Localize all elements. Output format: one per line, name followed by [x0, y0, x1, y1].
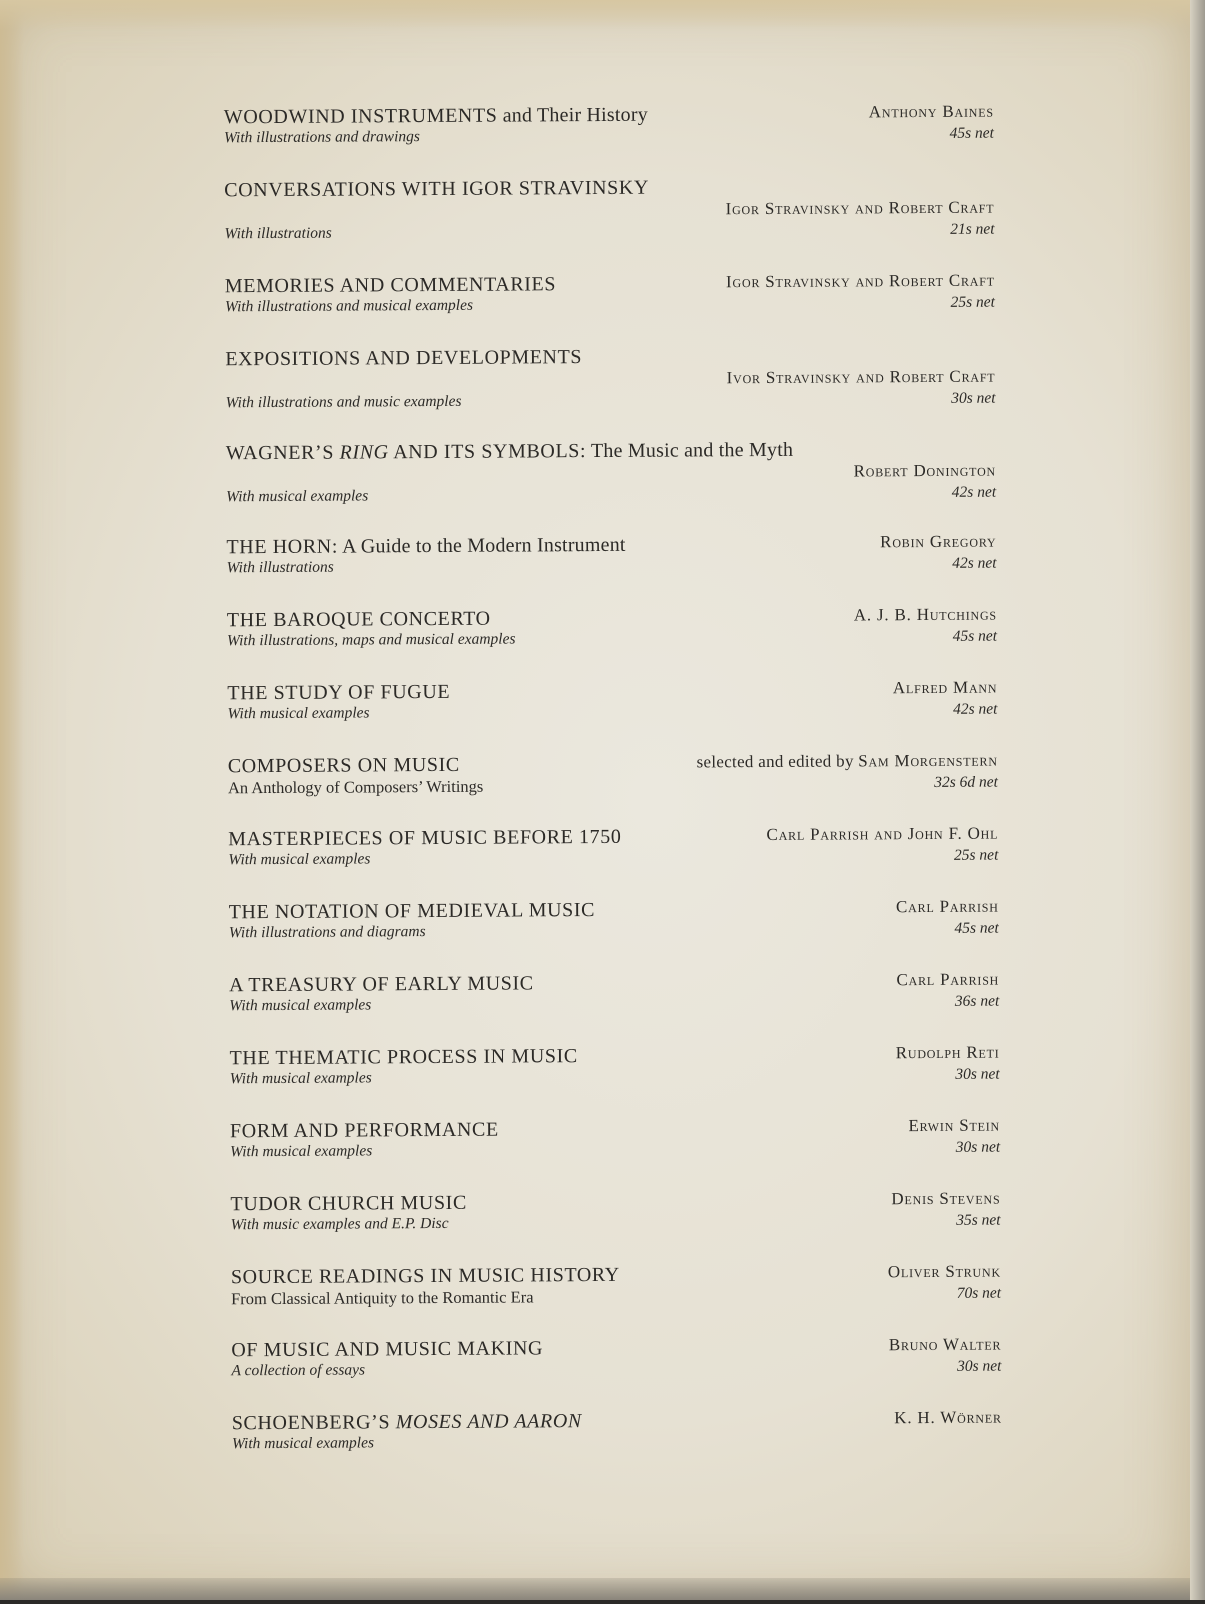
book-author: Oliver Strunk	[887, 1261, 1001, 1282]
book-price: 70s net	[956, 1284, 1002, 1302]
book-price: 30s net	[955, 1138, 1001, 1156]
book-title: SOURCE READINGS IN MUSIC HISTORY	[230, 1263, 620, 1289]
book-price: 42s net	[952, 554, 997, 572]
book-price: 30s net	[951, 389, 996, 407]
book-entry	[225, 344, 995, 418]
book-title: THE THEMATIC PROCESS IN MUSIC	[229, 1045, 578, 1070]
book-subtitle: With illustrations	[224, 224, 332, 243]
book-entry	[228, 751, 998, 802]
book-title: WAGNER’S RING AND ITS SYMBOLS: The Music and the Myth	[225, 438, 794, 465]
book-subtitle: With musical examples	[229, 996, 372, 1015]
jacket-bottom-edge	[0, 1578, 1190, 1600]
book-subtitle: An Anthology of Composers’ Writings	[227, 776, 484, 798]
book-title: A TREASURY OF EARLY MUSIC	[229, 972, 534, 997]
book-author: Igor Stravinsky and Robert Craft	[725, 197, 995, 219]
book-author: Carl Parrish	[895, 896, 999, 917]
book-subtitle: With musical examples	[231, 1434, 375, 1453]
book-price: 25s net	[953, 846, 999, 864]
book-author: Igor Stravinsky and Robert Craft	[725, 270, 995, 292]
book-price: 42s net	[951, 483, 997, 501]
book-price: 45s net	[954, 919, 999, 937]
book-title: THE HORN: A Guide to the Modern Instrument	[226, 533, 626, 559]
book-author: Robin Gregory	[880, 531, 997, 552]
book-price: 30s net	[955, 1065, 1000, 1083]
book-entry	[224, 175, 994, 249]
book-author: Ivor Stravinsky and Robert Craft	[726, 366, 996, 388]
book-author: Alfred Mann	[892, 677, 998, 698]
book-price: 42s net	[953, 700, 998, 718]
book-entry	[227, 605, 997, 656]
book-subtitle: With illustrations and music examples	[225, 392, 462, 412]
book-entry	[226, 532, 996, 583]
book-entry	[230, 1189, 1000, 1240]
book-title: THE STUDY OF FUGUE	[227, 680, 451, 705]
book-entry	[230, 1043, 1000, 1094]
book-price: 21s net	[950, 220, 995, 238]
jacket-right-edge	[1190, 0, 1205, 1600]
book-subtitle: From Classical Antiquity to the Romantic Era	[230, 1287, 534, 1309]
book-subtitle: With musical examples	[229, 1069, 372, 1088]
book-price: 45s net	[949, 124, 994, 142]
book-author: selected and edited by Sam Morgenstern	[696, 750, 998, 772]
book-author: Anthony Baines	[868, 101, 994, 122]
book-price: 25s net	[950, 293, 996, 311]
book-entry	[231, 1262, 1001, 1313]
book-subtitle: With musical examples	[227, 704, 370, 723]
book-entry	[229, 897, 999, 948]
book-subtitle: With illustrations and drawings	[223, 128, 420, 147]
book-title: EXPOSITIONS AND DEVELOPMENTS	[225, 346, 583, 371]
book-author: Carl Parrish	[896, 969, 1000, 990]
book-title: TUDOR CHURCH MUSIC	[230, 1191, 467, 1216]
book-price: 45s net	[952, 627, 998, 645]
book-subtitle: With illustrations, maps and musical examples	[226, 630, 516, 650]
book-entry	[228, 824, 998, 875]
book-entry	[225, 271, 995, 322]
book-subtitle: With musical examples	[228, 850, 371, 869]
book-subtitle: With illustrations and musical examples	[224, 296, 474, 316]
book-author: Rudolph Reti	[895, 1042, 1000, 1063]
book-entry	[231, 1335, 1001, 1386]
book-author: Bruno Walter	[888, 1334, 1002, 1355]
book-price: 30s net	[957, 1357, 1002, 1375]
book-entry	[230, 1116, 1000, 1167]
book-subtitle: With illustrations	[226, 558, 334, 577]
book-price: 32s 6d net	[934, 773, 998, 791]
book-title: SCHOENBERG’S MOSES AND AARON	[231, 1410, 582, 1435]
book-title: MEMORIES AND COMMENTARIES	[224, 273, 557, 298]
book-author: Carl Parrish and John F. Ohl	[766, 823, 999, 844]
book-author: Robert Donington	[853, 460, 997, 481]
book-entry	[224, 102, 994, 153]
book-entry	[226, 438, 996, 512]
book-author: Erwin Stein	[908, 1115, 1001, 1136]
book-author: A. J. B. Hutchings	[853, 604, 997, 625]
book-price: 35s net	[956, 1211, 1001, 1229]
book-subtitle: A collection of essays	[231, 1361, 366, 1380]
book-title: CONVERSATIONS WITH IGOR STRAVINSKY	[224, 176, 650, 202]
book-author: Denis Stevens	[891, 1188, 1001, 1209]
book-title: WOODWIND INSTRUMENTS and Their History	[223, 103, 648, 129]
book-title: THE BAROQUE CONCERTO	[226, 607, 491, 632]
book-title: OF MUSIC AND MUSIC MAKING	[231, 1337, 544, 1362]
book-entry	[232, 1408, 1002, 1459]
book-title: MASTERPIECES OF MUSIC BEFORE 1750	[228, 825, 622, 851]
book-subtitle: With music examples and E.P. Disc	[230, 1214, 449, 1234]
book-author: K. H. Wörner	[894, 1407, 1002, 1428]
book-subtitle: With musical examples	[226, 487, 369, 506]
book-title: COMPOSERS ON MUSIC	[227, 753, 460, 778]
book-subtitle: With illustrations and diagrams	[228, 923, 426, 942]
book-subtitle: With musical examples	[230, 1142, 373, 1161]
book-price: 36s net	[954, 992, 1000, 1010]
book-title: THE NOTATION OF MEDIEVAL MUSIC	[228, 899, 596, 924]
book-title: FORM AND PERFORMANCE	[229, 1118, 499, 1143]
book-entry	[227, 678, 997, 729]
book-entry	[229, 970, 999, 1021]
